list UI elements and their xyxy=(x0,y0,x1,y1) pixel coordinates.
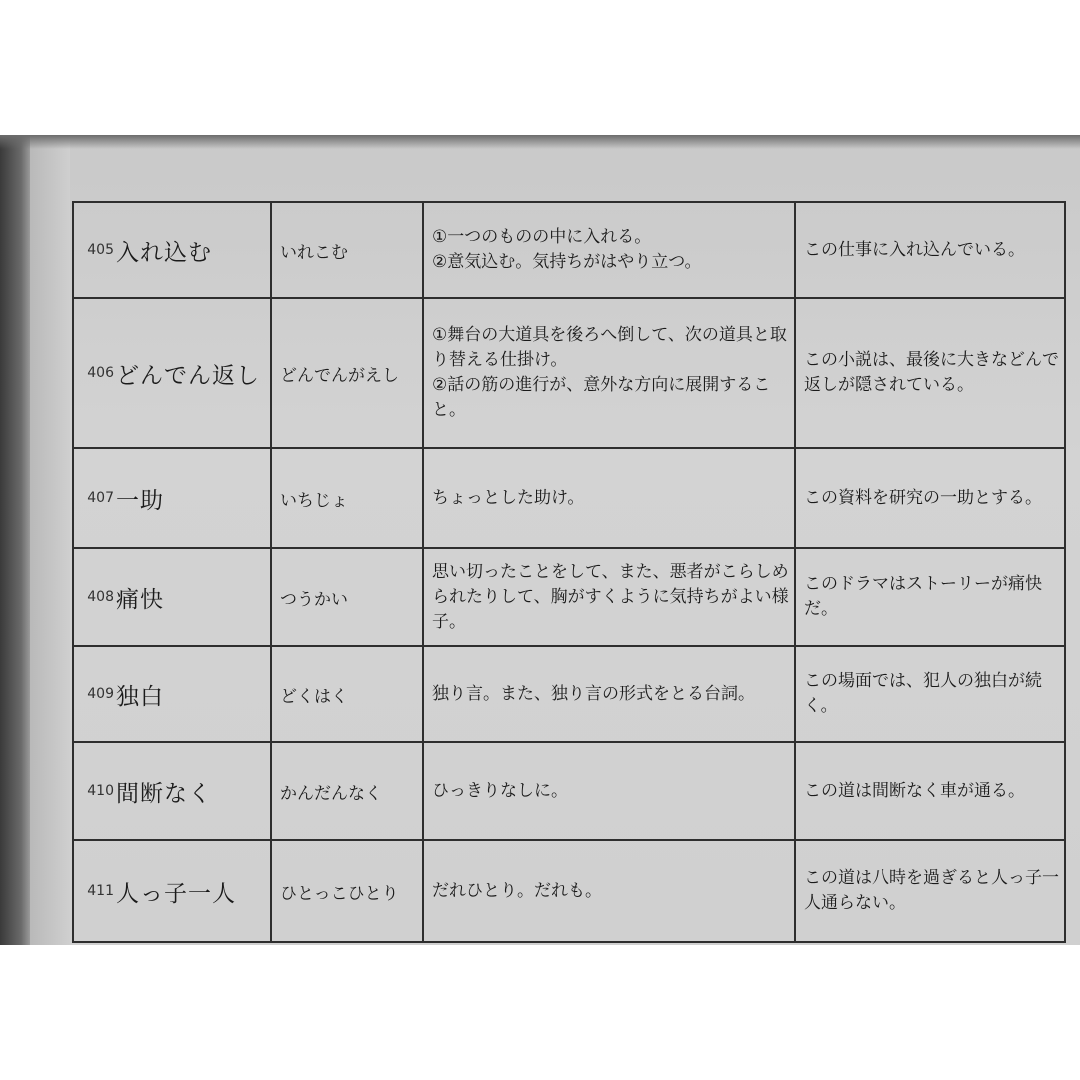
entry-example: この場面では、犯人の独白が続く。 xyxy=(804,671,1042,716)
bottom-margin xyxy=(0,945,1080,1080)
term-cell xyxy=(73,298,271,448)
entry-definition: ①一つのものの中に入れる。 ②意気込む。気持ちがはやり立つ。 xyxy=(432,227,702,272)
entry-definition: ①舞台の大道具を後ろへ倒して、次の道具と取り替える仕掛け。 ②話の筋の進行が、意外な方向に展開すること。 xyxy=(432,325,787,420)
entry-definition: 思い切ったことをして、また、悪者がこらしめられたりして、胸がすくように気持ちがよい様子。 xyxy=(432,561,789,632)
book-page-photo xyxy=(0,135,1080,945)
entry-number: 405 xyxy=(87,242,114,258)
entry-number: 410 xyxy=(87,783,114,799)
definition-cell xyxy=(423,548,795,646)
table-row xyxy=(73,548,1065,646)
entry-reading: いちじょ xyxy=(280,490,348,511)
example-cell xyxy=(795,840,1065,942)
term-cell xyxy=(73,448,271,548)
entry-reading: かんだんなく xyxy=(280,783,382,804)
entry-example: この小説は、最後に大きなどんで返しが隠されている。 xyxy=(804,350,1059,395)
entry-number: 409 xyxy=(87,686,114,702)
example-cell xyxy=(795,742,1065,840)
example-cell xyxy=(795,448,1065,548)
entry-example: この道は八時を過ぎると人っ子一人通らない。 xyxy=(804,868,1059,913)
definition-cell xyxy=(423,448,795,548)
entry-example: この仕事に入れ込んでいる。 xyxy=(804,239,1025,260)
entry-number: 407 xyxy=(87,490,114,506)
reading-cell xyxy=(271,742,423,840)
definition-cell xyxy=(423,840,795,942)
entry-definition: 独り言。また、独り言の形式をとる台詞。 xyxy=(432,683,755,704)
reading-cell xyxy=(271,298,423,448)
reading-cell xyxy=(271,448,423,548)
entry-example: この道は間断なく車が通る。 xyxy=(804,780,1025,801)
entry-example: この資料を研究の一助とする。 xyxy=(804,487,1042,508)
reading-cell xyxy=(271,840,423,942)
entry-term: 間断なく xyxy=(116,780,212,807)
page-gutter xyxy=(30,135,70,945)
table-row xyxy=(73,646,1065,742)
entry-example: このドラマはストーリーが痛快だ。 xyxy=(804,574,1042,619)
term-cell xyxy=(73,646,271,742)
definition-cell xyxy=(423,298,795,448)
definition-cell xyxy=(423,646,795,742)
page-top-shadow xyxy=(0,135,1080,149)
term-cell xyxy=(73,548,271,646)
entry-term: どんでん返し xyxy=(116,362,260,389)
entry-definition: ひっきりなしに。 xyxy=(432,780,568,801)
example-cell xyxy=(795,298,1065,448)
table-row xyxy=(73,202,1065,298)
term-cell xyxy=(73,840,271,942)
reading-cell xyxy=(271,548,423,646)
entry-reading: いれこむ xyxy=(280,242,348,263)
book-binding-edge xyxy=(0,135,30,945)
entry-number: 408 xyxy=(87,589,114,605)
entry-definition: ちょっとした助け。 xyxy=(432,487,585,508)
table-row xyxy=(73,742,1065,840)
term-cell xyxy=(73,742,271,840)
entry-term: 人っ子一人 xyxy=(116,880,236,907)
table-row xyxy=(73,298,1065,448)
table-row xyxy=(73,840,1065,942)
definition-cell xyxy=(423,202,795,298)
example-cell xyxy=(795,646,1065,742)
definition-cell xyxy=(423,742,795,840)
entry-term: 独白 xyxy=(116,683,164,710)
reading-cell xyxy=(271,202,423,298)
reading-cell xyxy=(271,646,423,742)
entry-reading: どんでんがえし xyxy=(280,365,399,386)
entry-definition: だれひとり。だれも。 xyxy=(432,880,602,901)
example-cell xyxy=(795,548,1065,646)
example-cell xyxy=(795,202,1065,298)
term-cell xyxy=(73,202,271,298)
table-row xyxy=(73,448,1065,548)
vocabulary-table xyxy=(72,201,1066,943)
entry-reading: つうかい xyxy=(280,589,348,610)
entry-number: 411 xyxy=(87,883,114,899)
entry-term: 痛快 xyxy=(116,586,164,613)
entry-reading: ひとっこひとり xyxy=(280,883,399,904)
top-margin xyxy=(0,0,1080,135)
entry-term: 一助 xyxy=(116,487,164,514)
entry-reading: どくはく xyxy=(280,686,348,707)
entry-number: 406 xyxy=(87,365,114,381)
entry-term: 入れ込む xyxy=(116,239,212,266)
